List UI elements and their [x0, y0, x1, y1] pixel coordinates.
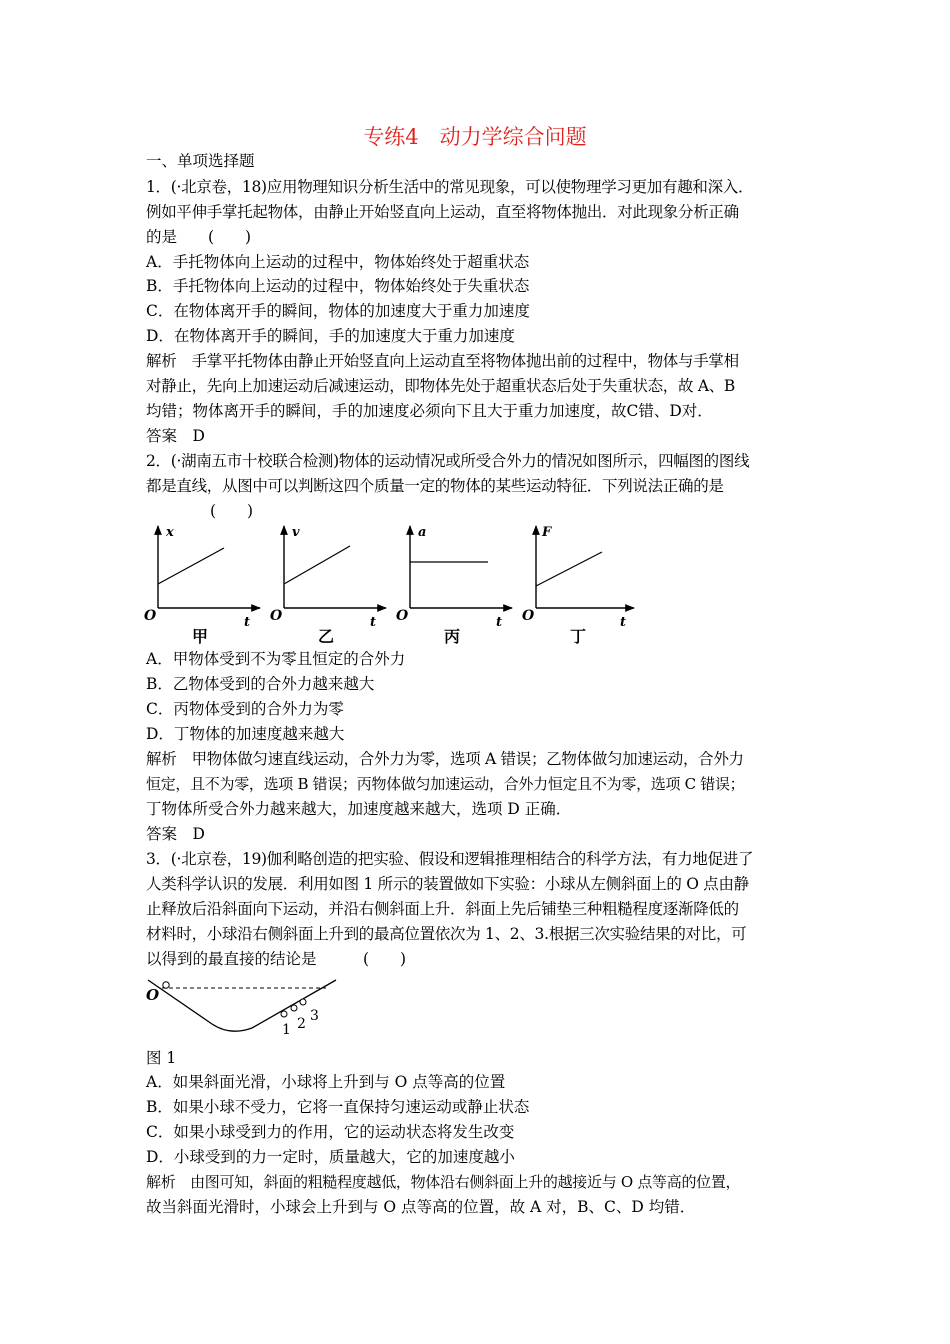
origin-label: O	[396, 608, 409, 624]
q3-stem-line: 以得到的最直接的结论是 ( )	[146, 950, 407, 968]
q1-analysis-line: 对静止，先向上加速运动后减速运动，即物体先处于超重状态后处于失重状态，故 A、B	[146, 377, 736, 395]
q3-option-c: C．如果小球受到力的作用，它的运动状态将发生改变	[146, 1123, 515, 1141]
graph-caption: 甲	[192, 627, 209, 646]
q2-option-a: A．甲物体受到不为零且恒定的合外力	[146, 650, 406, 668]
x-axis-label: t	[496, 615, 503, 630]
page-title: 专练4 动力学综合问题	[363, 125, 587, 149]
graph-caption: 丁	[570, 627, 587, 646]
graph-line	[158, 548, 224, 584]
q3-option-d: D．小球受到的力一定时，质量越大，它的加速度越小	[146, 1148, 515, 1166]
q3-option-a: A．如果斜面光滑，小球将上升到与 O 点等高的位置	[146, 1073, 506, 1091]
inclined-plane-figure	[142, 972, 342, 1042]
q3-stem-line: 3．(·北京卷，19)伽利略创造的把实验、假设和逻辑推理相结合的科学方法，有力地促进了	[146, 850, 754, 868]
mark-1: 1	[282, 1022, 291, 1038]
q2-stem-line: 都是直线，从图中可以判断这四个质量一定的物体的某些运动特征．下列说法正确的是	[146, 477, 724, 495]
graph-caption: 丙	[444, 627, 461, 646]
graph-line	[284, 546, 350, 584]
origin-label: O	[270, 608, 283, 624]
q2-analysis-line: 丁物体所受合外力越来越大，加速度越来越大，选项 D 正确．	[146, 800, 572, 818]
q1-analysis-line: 均错；物体离开手的瞬间，手的加速度必须向下且大于重力加速度，故C错、D对．	[146, 402, 713, 420]
graph-ding	[522, 525, 634, 646]
q1-answer: 答案 D	[146, 427, 205, 445]
y-axis-label: a	[418, 525, 427, 540]
q3-stem-line: 人类科学认识的发展．利用如图 1 所示的装置做如下实验：小球从左侧斜面上的 O 点由静	[146, 875, 749, 893]
q2-option-b: B．乙物体受到的合外力越来越大	[146, 675, 375, 693]
graph-caption: 乙	[318, 627, 335, 646]
q3-stem-line: 材料时，小球沿右侧斜面上升到的最高位置依次为 1、2、3.根据三次实验结果的对比，可	[146, 925, 747, 943]
q1-analysis-line: 解析 手掌平托物体由静止开始竖直向上运动直至将物体抛出前的过程中，物体与手掌相	[146, 352, 739, 370]
x-axis-label: t	[620, 615, 627, 630]
mark-3: 3	[310, 1008, 319, 1024]
q1-option-d: D．在物体离开手的瞬间，手的加速度大于重力加速度	[146, 327, 515, 345]
q2-answer: 答案 D	[146, 825, 205, 843]
q2-option-d: D．丁物体的加速度越来越大	[146, 725, 345, 743]
x-axis-label: t	[370, 615, 377, 630]
q2-stem-line: 2．(·湖南五市十校联合检测)物体的运动情况或所受合外力的情况如图所示，四幅图的图线	[146, 452, 750, 470]
q1-option-a: A．手托物体向上运动的过程中，物体始终处于超重状态	[146, 253, 530, 271]
q3-analysis-line: 故当斜面光滑时，小球会上升到与 O 点等高的位置，故 A 对，B、C、D 均错．	[146, 1198, 696, 1216]
origin-label: O	[144, 608, 157, 624]
ball-position-1	[281, 1011, 287, 1017]
graph-line	[536, 552, 602, 586]
q3-option-b: B．如果小球不受力，它将一直保持匀速运动或静止状态	[146, 1098, 530, 1116]
ball-position-2	[291, 1005, 297, 1011]
motion-graphs-figure	[140, 522, 640, 648]
figure-1-caption: 图 1	[146, 1049, 177, 1067]
q1-stem-line: 例如平伸手掌托起物体，由静止开始竖直向上运动，直至将物体抛出．对此现象分析正确	[146, 203, 739, 221]
ball-at-o	[163, 982, 169, 988]
q3-stem-line: 止释放后沿斜面向下运动，并沿右侧斜面上升．斜面上先后铺垫三种粗糙程度逐渐降低的	[146, 900, 739, 918]
graph-yi	[270, 525, 386, 646]
q1-option-c: C．在物体离开手的瞬间，物体的加速度大于重力加速度	[146, 302, 530, 320]
origin-label: O	[522, 608, 535, 624]
mark-2: 2	[297, 1016, 306, 1032]
y-axis-label: F	[542, 525, 552, 540]
q2-analysis-line: 恒定，且不为零，选项 B 错误；丙物体做匀加速运动，合外力恒定且不为零，选项 C 错误；	[146, 775, 745, 793]
graph-jia	[144, 525, 260, 646]
y-axis-label: v	[292, 525, 300, 540]
section-heading: 一、单项选择题	[146, 152, 255, 170]
point-o-label: O	[146, 986, 160, 1004]
q1-stem-line: 的是 ( )	[146, 228, 252, 246]
q1-stem-line: 1．(·北京卷，18)应用物理知识分析生活中的常见现象，可以使物理学习更加有趣和深入．	[146, 178, 754, 196]
graph-bing	[396, 525, 512, 646]
q2-analysis-line: 解析 甲物体做匀速直线运动，合外力为零，选项 A 错误；乙物体做匀加速运动，合外力	[146, 750, 744, 768]
q1-option-b: B．手托物体向上运动的过程中，物体始终处于失重状态	[146, 277, 530, 295]
ball-position-3	[300, 999, 306, 1005]
y-axis-label: x	[166, 525, 174, 540]
q2-option-c: C．丙物体受到的合外力为零	[146, 700, 344, 718]
q3-analysis-line: 解析 由图可知，斜面的粗糙程度越低，物体沿右侧斜面上升的越接近与 O 点等高的位置，	[146, 1173, 741, 1191]
q2-stem-line: ( )	[210, 502, 254, 520]
x-axis-label: t	[244, 615, 251, 630]
